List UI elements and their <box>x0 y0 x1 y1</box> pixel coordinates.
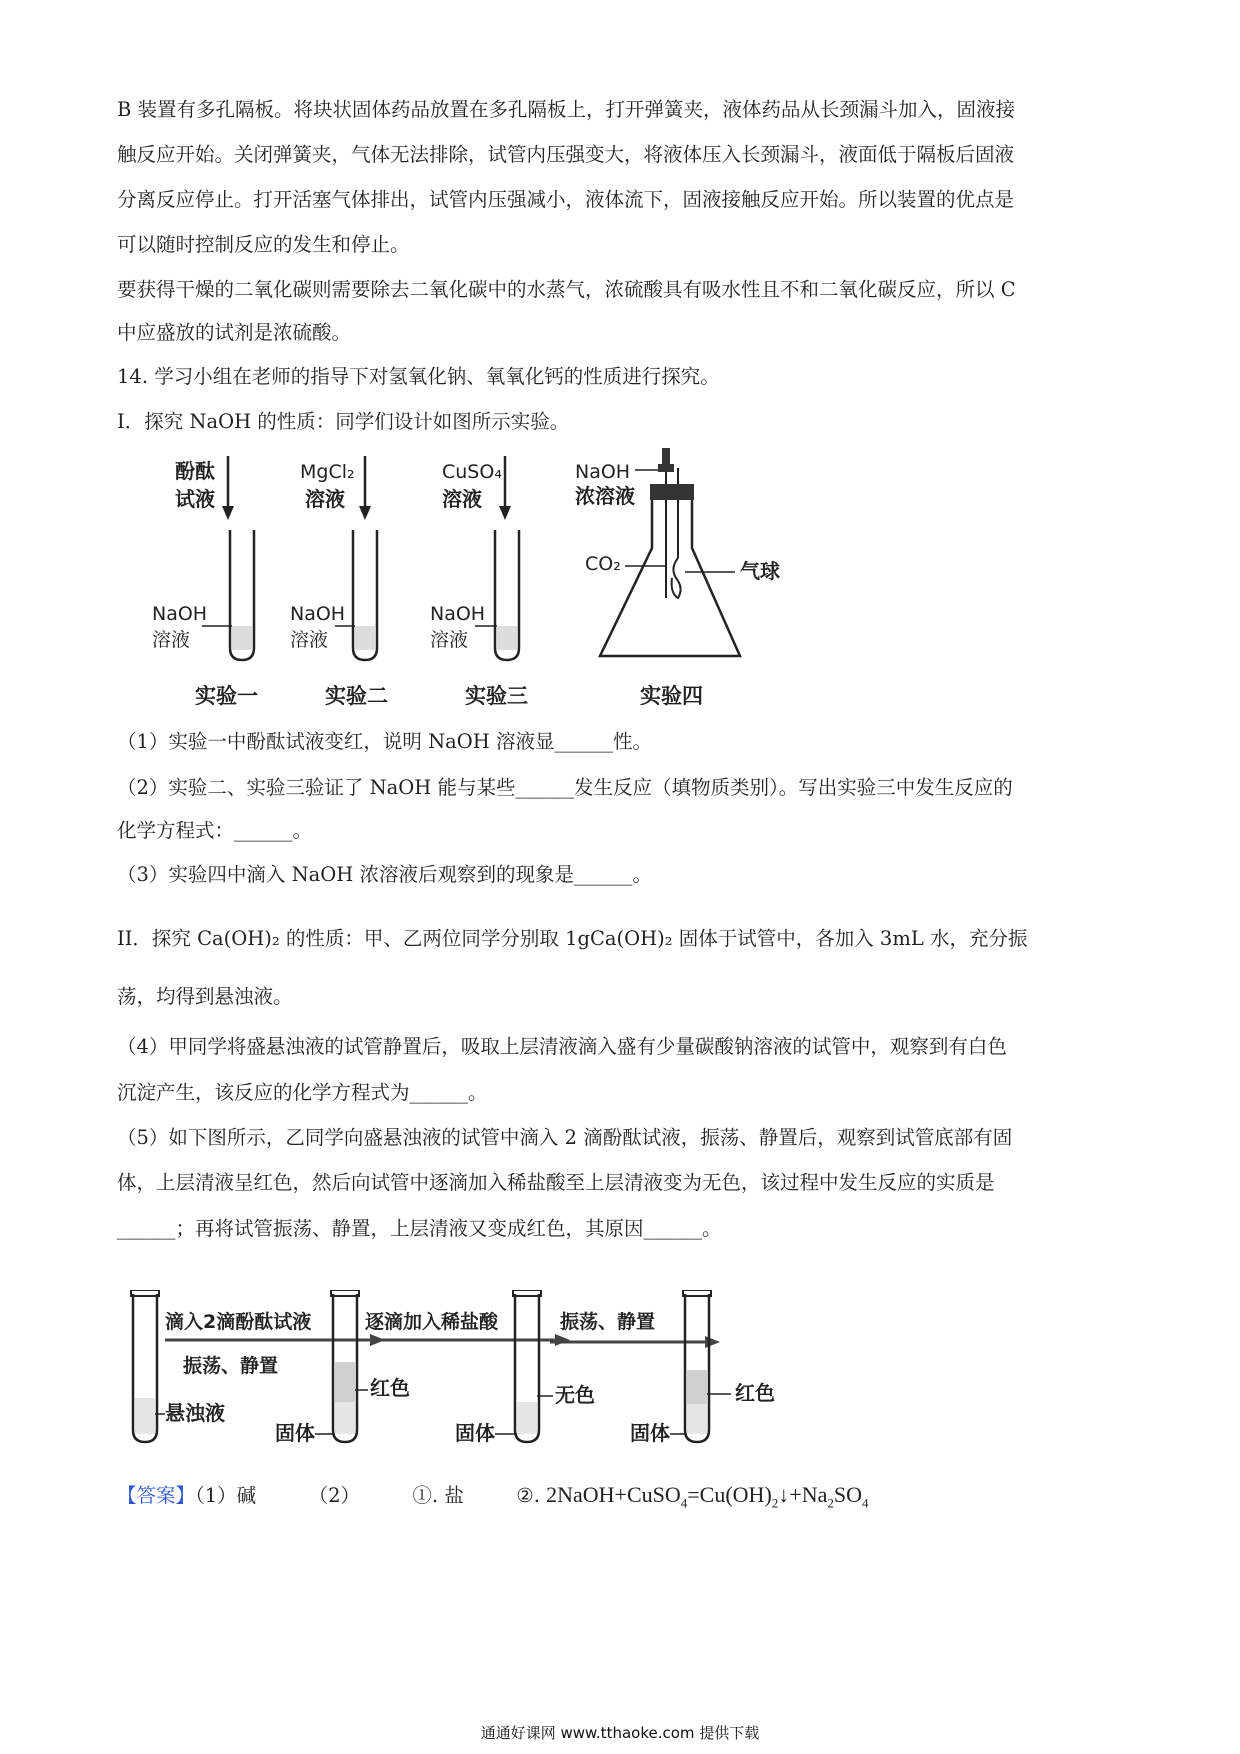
answer-2-2: ②. <box>516 1484 540 1507</box>
suspension-label: 悬浊液 <box>165 1401 225 1425</box>
solid-label-1: 固体 <box>275 1421 315 1445</box>
question-4b: 沉淀产生，该反应的化学方程式为______。 <box>117 1081 488 1104</box>
question-5b: 体，上层清液呈红色，然后向试管中逐滴加入稀盐酸至上层清液变为无色，该过程中发生反应的实质是 <box>117 1171 995 1194</box>
caption-exp3: 实验三 <box>465 684 528 708</box>
part-2-line-a: II．探究 Ca(OH)₂ 的性质：甲、乙两位同学分别取 1gCa(OH)₂ 固体于试管中，各加入 3mL 水，充分振 <box>117 927 1028 950</box>
exp3-reagent-label: 溶液 <box>442 487 482 511</box>
exp4-reagent-label: NaOH <box>575 461 631 483</box>
answer-2: （2） <box>308 1484 361 1507</box>
exp2-reagent-label: 溶液 <box>305 487 345 511</box>
paragraph-5: 要获得干燥的二氧化碳则需要除去二氧化碳中的水蒸气，浓硫酸具有吸水性且不和二氧化碳反应，所以 C <box>117 278 1016 301</box>
step2-label: 逐滴加入稀盐酸 <box>365 1311 499 1333</box>
exp3-reagent-label: CuSO₄ <box>442 461 502 483</box>
answer-1: （1）碱 <box>195 1484 257 1507</box>
exp2-reagent-label: MgCl₂ <box>300 461 355 483</box>
figure-naoh-experiments <box>140 448 920 718</box>
paragraph-2: 触反应开始。关闭弹簧夹，气体无法排除，试管内压强变大，将液体压入长颈漏斗，液面低于隔板后固液 <box>117 143 1015 166</box>
caption-exp1: 实验一 <box>195 684 258 708</box>
solid-label-2: 固体 <box>455 1421 495 1445</box>
exp2-tube-label: NaOH <box>290 603 346 625</box>
exp1-tube-label: NaOH <box>152 603 208 625</box>
paragraph-4: 可以随时控制反应的发生和停止。 <box>117 233 410 256</box>
paragraph-1: B 装置有多孔隔板。将块状固体药品放置在多孔隔板上，打开弹簧夹，液体药品从长颈漏斗加入，固液接 <box>117 98 1016 121</box>
colorless-label: 无色 <box>555 1383 595 1407</box>
part-1-heading: I．探究 NaOH 的性质：同学们设计如图所示实验。 <box>117 410 570 433</box>
footer-source: 通通好课网 www.tthaoke.com 提供下载 <box>480 1724 760 1742</box>
step1-label: 滴入2滴酚酞试液 <box>165 1311 312 1333</box>
answer-equation: $2NaOH+CuSO_4=Cu(OH)_2↓+Na_2SO_4$ <box>546 1482 869 1511</box>
question-2a: （2）实验二、实验三验证了 NaOH 能与某些______发生反应（填物质类别）。写出实验三中发生反应的 <box>117 776 1013 799</box>
red-label-2: 红色 <box>735 1381 775 1405</box>
question-14: 14. 学习小组在老师的指导下对氢氧化钠、氧氧化钙的性质进行探究。 <box>117 365 720 388</box>
step1-sublabel: 振荡、静置 <box>183 1355 279 1377</box>
step3-label: 振荡、静置 <box>560 1311 656 1333</box>
caption-exp2: 实验二 <box>325 684 388 708</box>
question-2b: 化学方程式：______。 <box>117 819 313 842</box>
red-label-1: 红色 <box>370 1376 410 1400</box>
exp4-reagent-label: 浓溶液 <box>575 484 635 508</box>
exp2-tube-label: 溶液 <box>290 629 329 651</box>
question-4a: （4）甲同学将盛悬浊液的试管静置后，吸取上层清液滴入盛有少量碳酸钠溶液的试管中，观察到有白色 <box>117 1035 1007 1058</box>
solid-label-3: 固体 <box>630 1421 670 1445</box>
answer-2-1: ①. 盐 <box>412 1484 464 1507</box>
question-3: （3）实验四中滴入 NaOH 浓溶液后观察到的现象是______。 <box>117 863 652 886</box>
answer-line <box>117 1482 1127 1516</box>
exp1-reagent-label: 试液 <box>175 487 215 511</box>
question-5a: （5）如下图所示，乙同学向盛悬浊液的试管中滴入 2 滴酚酞试液，振荡、静置后，观察到试管底部有固 <box>117 1126 1013 1149</box>
question-5c: ______；再将试管振荡、静置，上层清液又变成红色，其原因______。 <box>117 1217 722 1240</box>
exp3-tube-label: 溶液 <box>430 629 469 651</box>
exp3-tube-label: NaOH <box>430 603 486 625</box>
balloon-label: 气球 <box>740 559 780 583</box>
answer-tag: 【答案】 <box>117 1484 196 1507</box>
co2-label: CO₂ <box>585 553 621 575</box>
caption-exp4: 实验四 <box>640 684 703 708</box>
exp1-tube-label: 溶液 <box>152 629 191 651</box>
figure-caoh2-process <box>125 1290 955 1460</box>
part-2-line-b: 荡，均得到悬浊液。 <box>117 985 293 1008</box>
exp1-reagent-label: 酚酞 <box>175 459 215 483</box>
paragraph-3: 分离反应停止。打开活塞气体排出，试管内压强减小，液体流下，固液接触反应开始。所以装置的优点是 <box>117 188 1015 211</box>
question-1: （1）实验一中酚酞试液变红，说明 NaOH 溶液显______性。 <box>117 730 652 753</box>
paragraph-6: 中应盛放的试剂是浓硫酸。 <box>117 321 352 344</box>
